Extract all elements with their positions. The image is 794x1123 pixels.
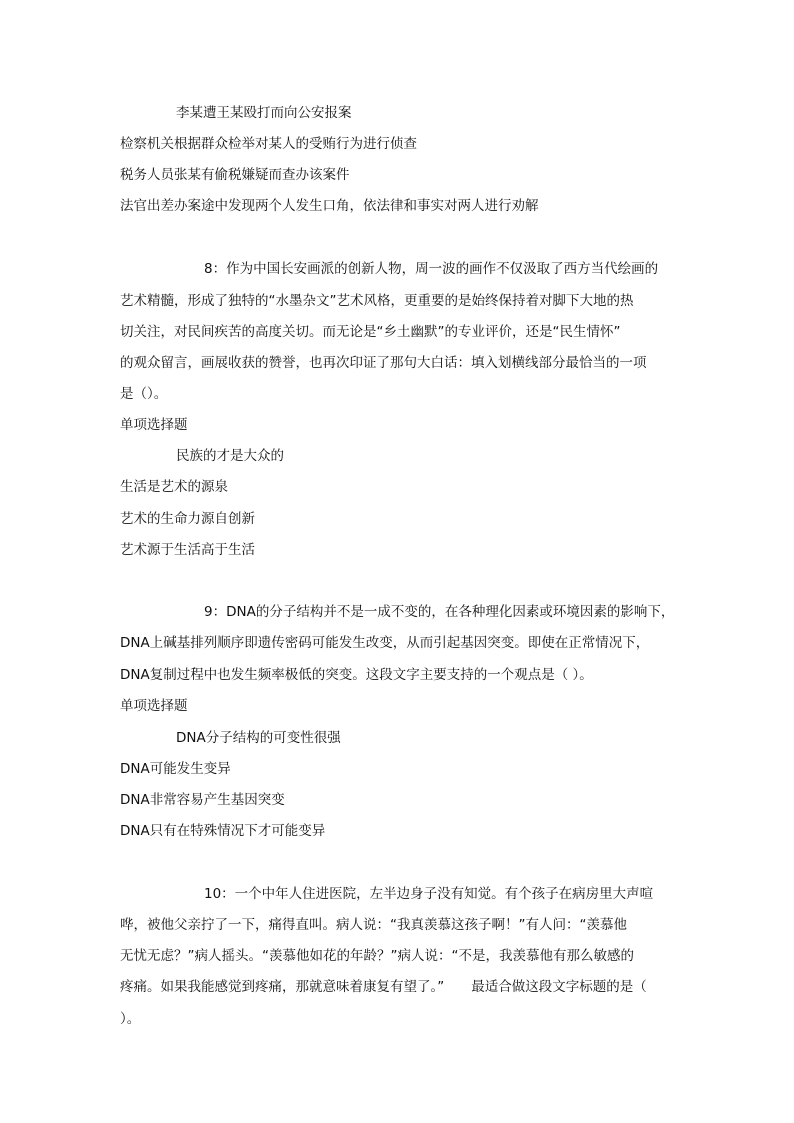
question-8-line: 切关注，对民间疾苦的高度关切。而无论是“乡土幽默”的专业评价，还是“民生情怀”: [120, 324, 621, 340]
question-9-line: DNA复制过程中也发生频率极低的突变。这段文字主要支持的一个观点是（ ）。: [120, 667, 593, 683]
question-8-type: 单项选择题: [120, 417, 188, 433]
option-line: 李某遭王某殴打而向公安报案: [176, 105, 352, 121]
question-9-type: 单项选择题: [120, 698, 188, 714]
option-line: 税务人员张某有偷税嫌疑而查办该案件: [120, 167, 350, 183]
question-9-option: DNA可能发生变异: [120, 761, 231, 777]
question-8-option: 生活是艺术的源泉: [120, 479, 228, 495]
question-8-option: 艺术源于生活高于生活: [120, 542, 255, 558]
question-10-line: 10：一个中年人住进医院，左半边身子没有知觉。有个孩子在病房里大声喧: [204, 886, 654, 902]
question-9-line: 9：DNA的分子结构并不是一成不变的，在各种理化因素或环境因素的影响下，: [204, 604, 675, 620]
question-8-line: 的观众留言，画展收获的赞誉，也再次印证了那句大白话：填入划横线部分最恰当的一项: [120, 355, 647, 371]
question-10-line: ）。: [120, 1011, 141, 1027]
question-8-option: 艺术的生命力源自创新: [120, 511, 255, 527]
question-8-option: 民族的才是大众的: [176, 448, 284, 464]
question-10-line: 无忧无虑？”病人摇头。“羡慕他如花的年龄？”病人说：“不是，我羡慕他有那么敏感的: [120, 948, 634, 964]
question-8-line: 艺术精髓，形成了独特的“水墨杂文”艺术风格，更重要的是始终保持着对脚下大地的热: [120, 293, 634, 309]
question-10-line: 疼痛。如果我能感觉到疼痛，那就意味着康复有望了。” 最适合做这段文字标题的是（: [120, 979, 647, 995]
question-10-line: 哗，被他父亲拧了一下，痛得直叫。病人说：“我真羡慕这孩子啊！”有人问：“羡慕他: [120, 917, 627, 933]
question-8-line: 是（）。: [120, 386, 168, 402]
question-9-option: DNA分子结构的可变性很强: [176, 730, 341, 746]
question-9-line: DNA上碱基排列顺序即遗传密码可能发生改变，从而引起基因突变。即使在正常情况下，: [120, 635, 650, 651]
question-9-option: DNA非常容易产生基因突变: [120, 792, 285, 808]
option-line: 法官出差办案途中发现两个人发生口角，依法律和事实对两人进行劝解: [120, 198, 539, 214]
question-9-option: DNA只有在特殊情况下才可能变异: [120, 823, 326, 839]
option-line: 检察机关根据群众检举对某人的受贿行为进行侦查: [120, 136, 417, 152]
question-8-line: 8：作为中国长安画派的创新人物，周一波的画作不仅汲取了西方当代绘画的: [204, 261, 659, 277]
